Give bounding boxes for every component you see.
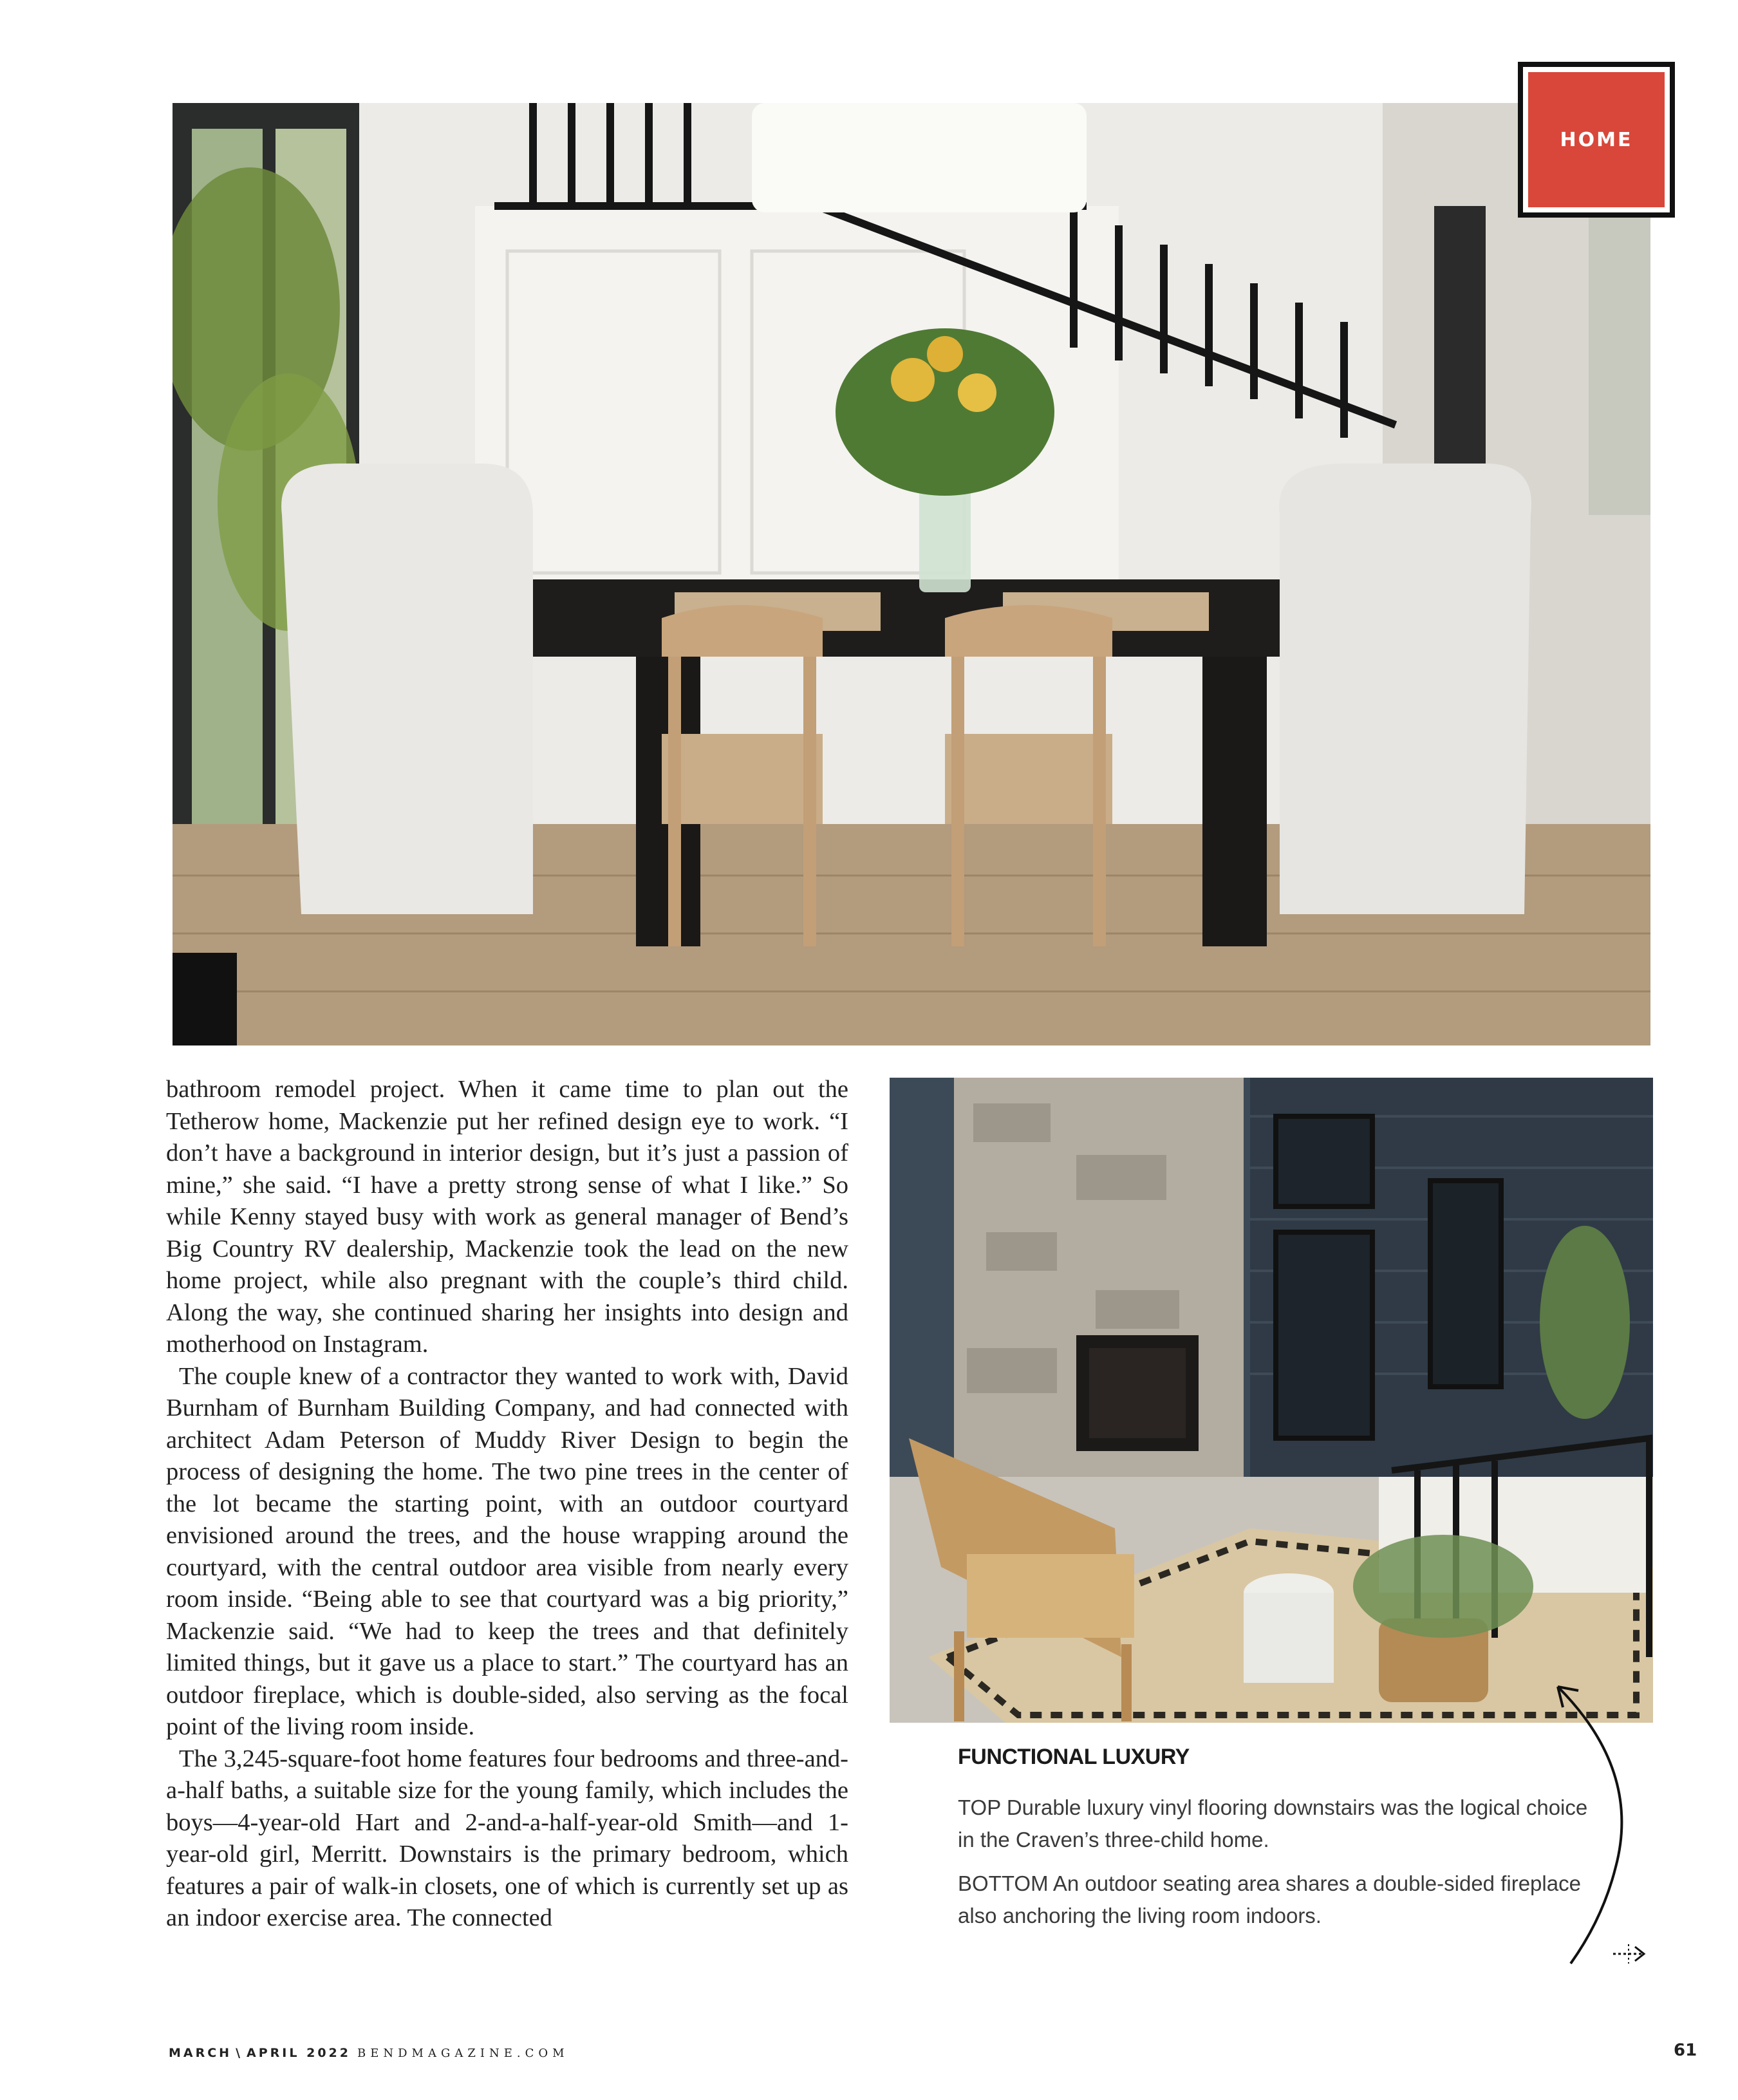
article-paragraph: The 3,245-square-foot home features four bedrooms and three-and-a-half baths, a suitable size for the young family, which includes the boys—4-year-old Hart and 2-and-a-half-year-old Smith—and 1-year-old girl, Merritt. Downstairs is the primary bedroom, which features a pair of walk-in closets, one of which is currently set up as an indoor exercise area. The connected xyxy=(166,1745,848,1931)
article-body xyxy=(166,1074,848,1935)
curved-arrow-icon xyxy=(1545,1674,1629,1970)
ornament-icon xyxy=(1609,1938,1648,1970)
footer-issue xyxy=(169,2046,569,2060)
footer-issue-month2: APRIL 2022 xyxy=(247,2046,351,2060)
article-paragraph: bathroom remodel project. When it came time to plan out the Tetherow home, Mackenzie put her refined design eye to work. “I don’t have a background in interior design, but it’s just a passion of mine,” she said. “I have a pretty strong sense of what I like.” So while Kenny stayed busy with work as general manager of Bend’s Big Country RV dealership, Mackenzie took the lead on the new home project, while also pregnant with the couple’s third child. Along the way, she continued sharing her insights into design and motherhood on Instagram. xyxy=(166,1076,848,1358)
caption-bottom: BOTTOM An outdoor seating area shares a double-sided fireplace also anchoring the living room indoors. xyxy=(958,1871,1581,1927)
caption-title: FUNCTIONAL LUXURY xyxy=(958,1745,1190,1769)
footer-separator: \ xyxy=(236,2046,243,2060)
footer-site: BENDMAGAZINE.COM xyxy=(357,2047,569,2060)
article-paragraph: The couple knew of a contractor they wanted to work with, David Burnham of Burnham Building Company, and had connected with architect Adam Peterson of Muddy River Design to begin the process of designing the home. The two pine trees in the center of the lot became the starting point, with an outdoor courtyard envisioned around the trees, and the house wrapping around the courtyard, with the central outdoor area visible from nearly every room inside. “Being able to see that courtyard was a big priority,” Mackenzie said. “We had to keep the trees and that definitely limited things, but it gave us a place to start.” The courtyard has an outdoor fireplace, which is double-sided, also serving as the focal point of the living room inside. xyxy=(166,1362,848,1740)
section-tag xyxy=(1518,62,1675,218)
caption-block xyxy=(958,1745,1589,1944)
caption-top: TOP Durable luxury vinyl flooring downstairs was the logical choice in the Craven’s three-child home. xyxy=(958,1795,1588,1852)
section-tag-label: HOME xyxy=(1560,128,1633,151)
page-number: 61 xyxy=(1674,2041,1697,2060)
dining-room-photo xyxy=(173,103,1650,1045)
courtyard-fireplace-photo xyxy=(890,1078,1653,1723)
footer-issue-month: MARCH xyxy=(169,2046,232,2060)
